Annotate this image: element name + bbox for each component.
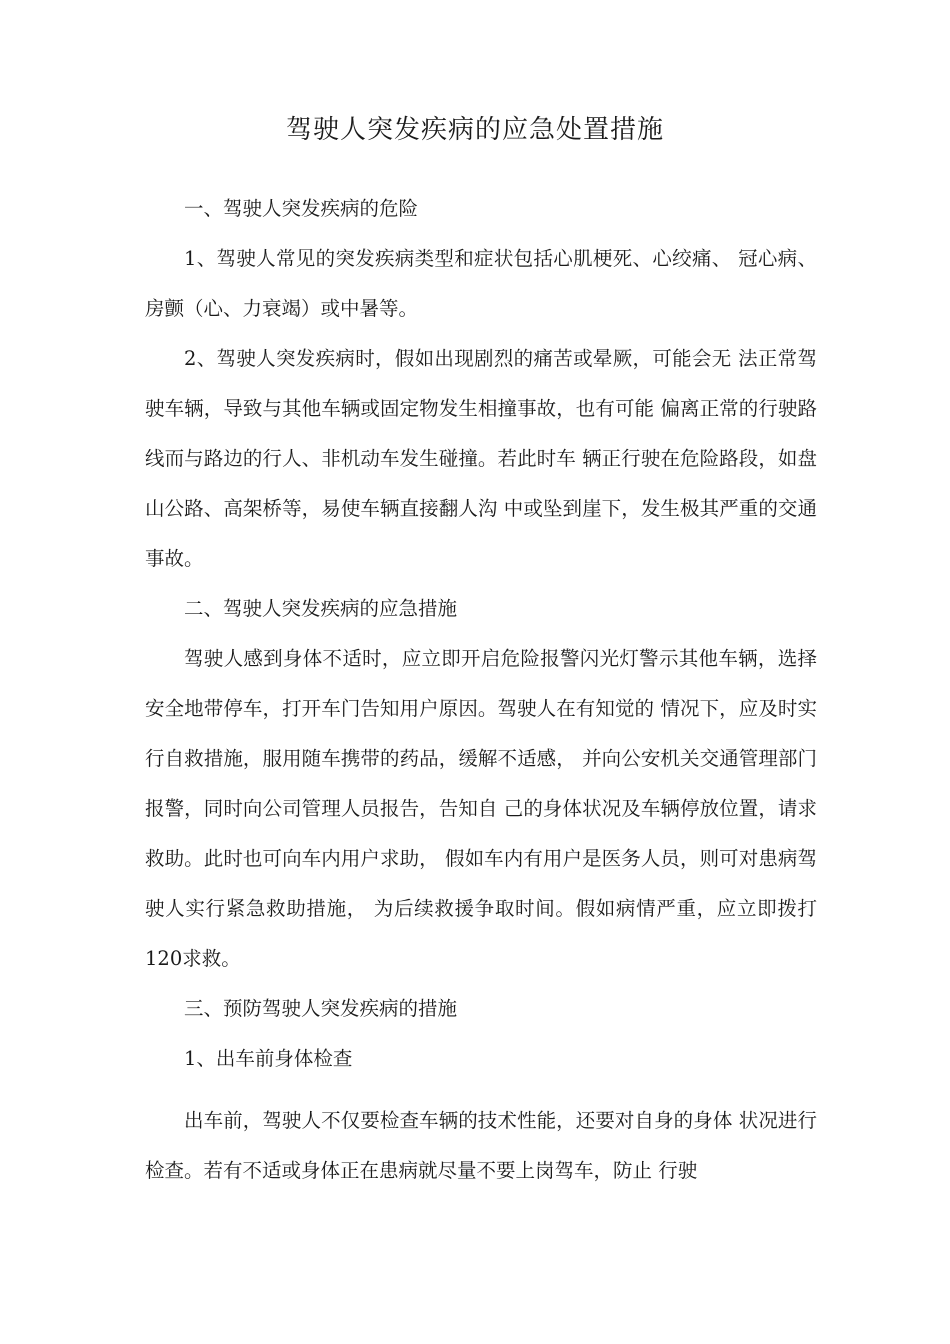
section-heading-2: 二、驾驶人突发疾病的应急措施: [184, 597, 458, 620]
paragraph-danger: 2、驾驶人突发疾病时，假如出现剧烈的痛苦或晕厥，可能会无 法正常驾驶车辆，导致与其他车辆或固定物发生相撞事故，也有可能 偏离正常的行驶路线而与路边的行人、非机动车发生碰撞。若此时车 辆正行驶在危险路段，如盘山公路、高架桥等，易使车辆直接翻人沟 中或坠到崖下，发生极其严重的交通事故。: [145, 347, 817, 570]
paragraph-emergency-measures: 驾驶人感到身体不适时，应立即开启危险报警闪光灯警示其他车辆，选择安全地带停车，打开车门告知用户原因。驾驶人在有知觉的 情况下，应及时实行自救措施，服用随车携带的药品，缓解不适感， 并向公安机关交通管理部门报警，同时向公司管理人员报告，告知自 己的身体状况及车辆停放位置，请求救助。此时也可向车内用户求助， 假如车内有用户是医务人员，则可对患病驾驶人实行紧急救助措施， 为后续救援争取时间。假如病情严重，应立即拨打120求救。: [145, 647, 817, 970]
section-heading-3: 三、预防驾驶人突发疾病的措施: [184, 997, 458, 1020]
paragraph-pre-trip-check: 出车前，驾驶人不仅要检查车辆的技术性能，还要对自身的身体 状况进行检查。若有不适或身体正在患病就尽量不要上岗驾车，防止 行驶: [145, 1109, 817, 1182]
paragraph-disease-types: 1、驾驶人常见的突发疾病类型和症状包括心肌梗死、心绞痛、 冠心病、房颤（心、力衰竭）或中暑等。: [145, 247, 817, 320]
document-title: 驾驶人突发疾病的应急处置措施: [285, 115, 664, 145]
section-heading-1: 一、驾驶人突发疾病的危险: [184, 197, 419, 220]
document-body: [145, 184, 817, 1196]
subheading-pre-trip-check: 1、出车前身体检查: [184, 1047, 353, 1070]
